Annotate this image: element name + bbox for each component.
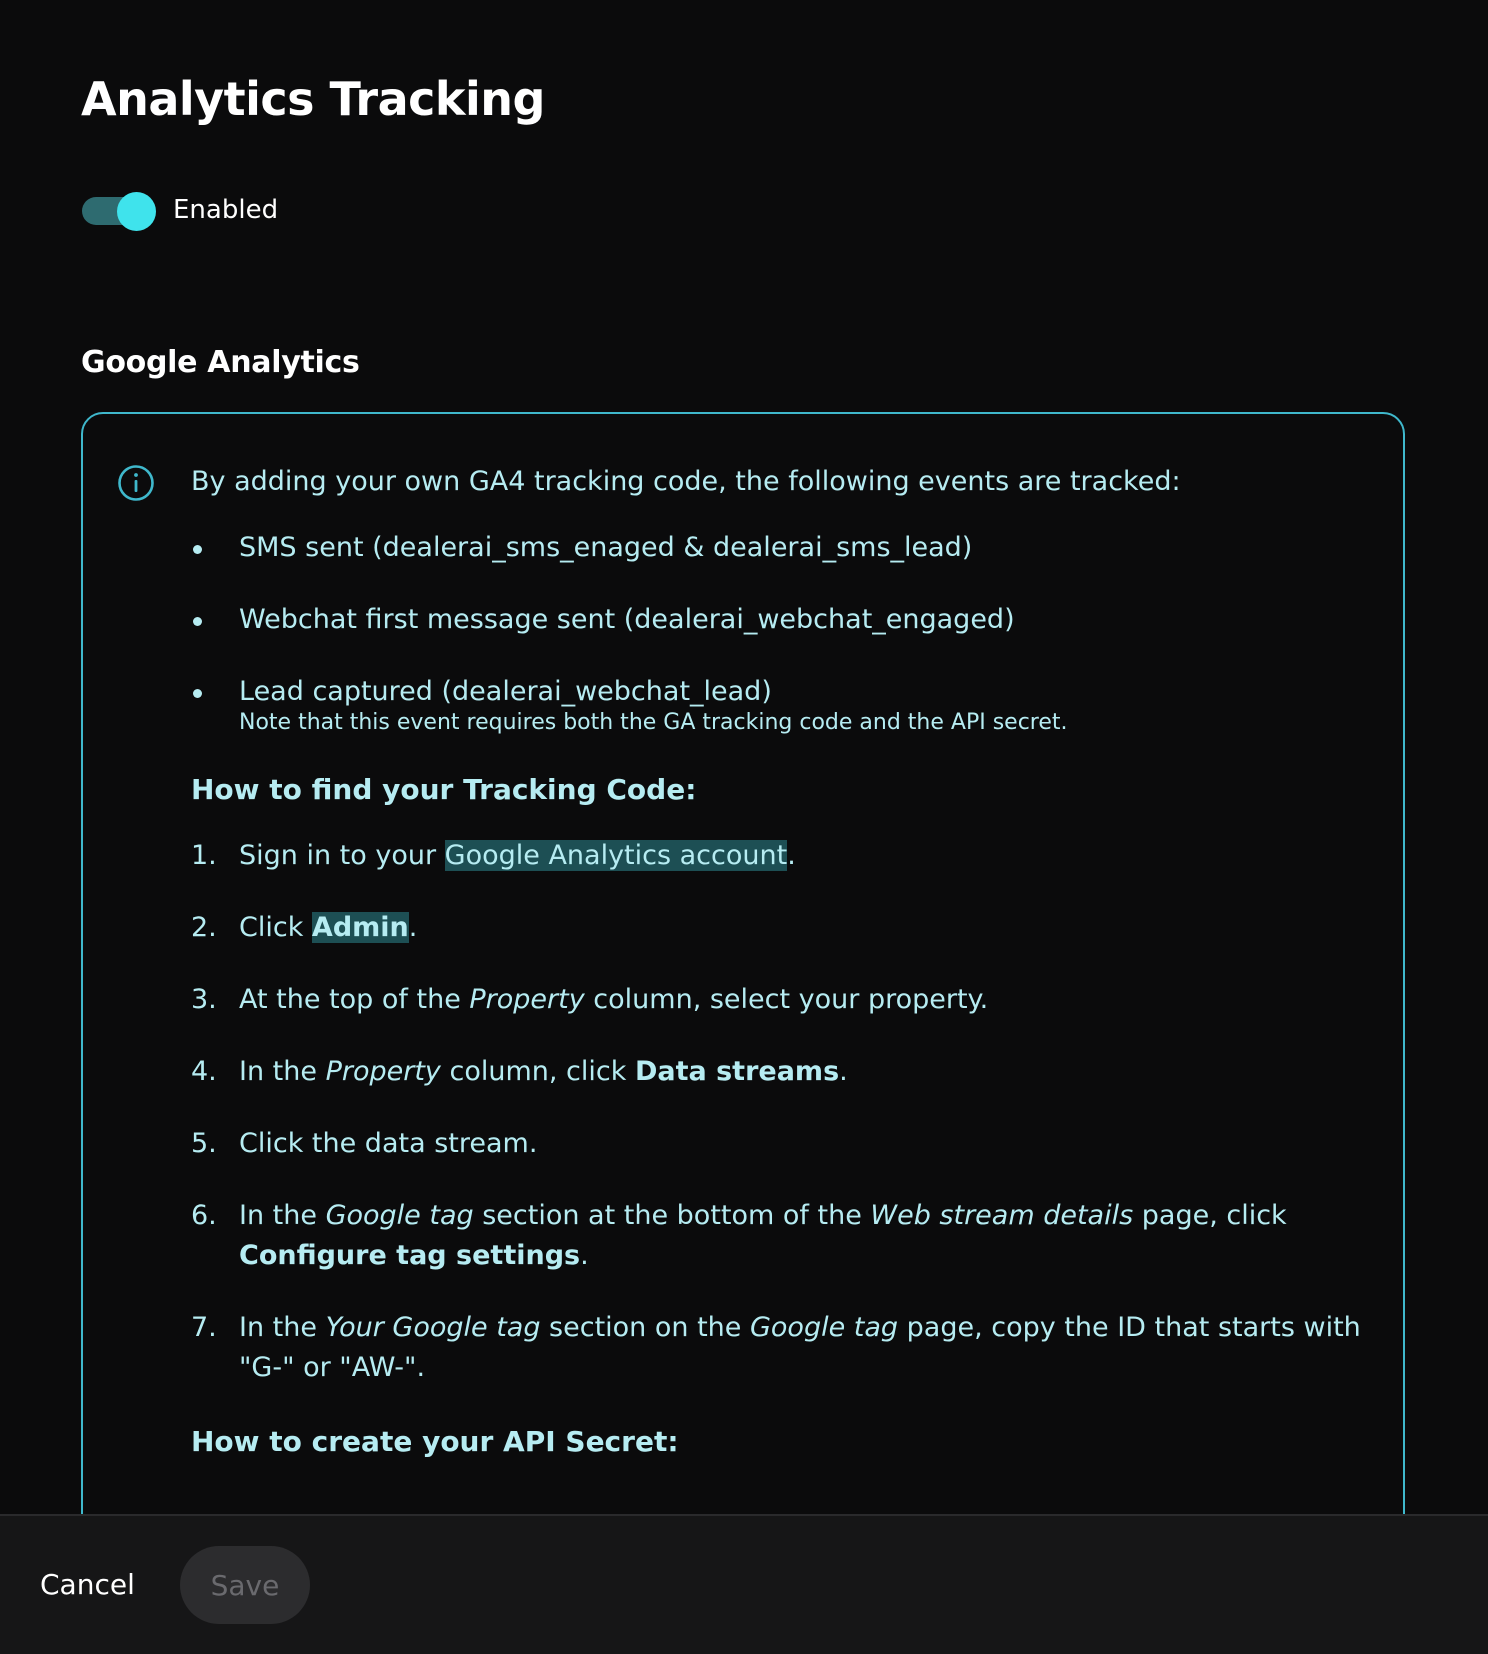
step-text: In the xyxy=(239,1200,326,1231)
step-text: In the xyxy=(239,1312,326,1343)
toggle-thumb xyxy=(117,192,156,231)
step-text: section on the xyxy=(540,1312,750,1343)
step-emphasis: Your Google tag xyxy=(325,1312,541,1343)
ga-intro-text: By adding your own GA4 tracking code, the following events are tracked: xyxy=(191,466,1181,497)
info-icon xyxy=(117,464,155,502)
step-number: 1. xyxy=(191,840,217,871)
step-text: Sign in to your xyxy=(239,840,445,871)
step-emphasis: Property xyxy=(469,984,585,1015)
list-item xyxy=(191,600,1381,640)
step-text: Click xyxy=(239,912,312,943)
ga-info-box xyxy=(81,412,1405,1654)
google-analytics-account-link[interactable]: Google Analytics account xyxy=(444,840,788,871)
step-number: 6. xyxy=(191,1200,217,1231)
enabled-toggle-row xyxy=(82,192,278,228)
step-number: 2. xyxy=(191,912,217,943)
step-item xyxy=(191,980,1381,1020)
step-text: page, click xyxy=(1133,1200,1287,1231)
step-text: . xyxy=(580,1240,589,1271)
list-item xyxy=(191,528,1381,568)
step-emphasis: Google tag xyxy=(325,1200,474,1231)
action-footer xyxy=(0,1514,1488,1654)
step-text: . xyxy=(787,840,796,871)
step-text: . xyxy=(408,912,418,943)
step-text: section at the bottom of the xyxy=(473,1200,871,1231)
section-title-google-analytics: Google Analytics xyxy=(81,345,360,380)
step-number: 7. xyxy=(191,1312,217,1343)
step-strong: Configure tag settings xyxy=(239,1240,581,1271)
step-text: At the top of the xyxy=(239,984,470,1015)
step-item xyxy=(191,908,1381,948)
tracked-events-list xyxy=(191,528,1381,736)
step-emphasis: Web stream details xyxy=(870,1200,1134,1231)
event-note: Note that this event requires both the GA tracking code and the API secret. xyxy=(239,710,1068,735)
step-text: column, select your property. xyxy=(584,984,989,1015)
step-number: 3. xyxy=(191,984,217,1015)
step-text: page, copy the ID that starts with "G-" or "AW-". xyxy=(239,1312,1361,1383)
cancel-button[interactable]: Cancel xyxy=(40,1556,135,1612)
step-text: In the xyxy=(239,1056,326,1087)
ga-info-content xyxy=(191,462,1381,1462)
tracking-code-heading: How to find your Tracking Code: xyxy=(191,773,697,806)
step-item xyxy=(191,836,1381,876)
enabled-toggle[interactable] xyxy=(82,192,156,228)
step-text: . xyxy=(839,1056,848,1087)
step-item xyxy=(191,1308,1381,1388)
event-text: Webchat first message sent (dealerai_webchat_engaged) xyxy=(239,604,1015,635)
step-item xyxy=(191,1124,1381,1164)
event-text: SMS sent (dealerai_sms_enaged & dealerai_sms_lead) xyxy=(239,532,973,563)
save-button[interactable]: Save xyxy=(180,1546,310,1624)
step-text: column, click xyxy=(440,1056,635,1087)
step-strong: Data streams xyxy=(634,1056,840,1087)
admin-link[interactable]: Admin xyxy=(311,912,409,943)
api-secret-heading: How to create your API Secret: xyxy=(191,1425,679,1458)
step-number: 4. xyxy=(191,1056,217,1087)
list-item xyxy=(191,672,1381,736)
toggle-label: Enabled xyxy=(173,195,279,225)
step-text: Click the data stream. xyxy=(239,1128,538,1159)
step-emphasis: Property xyxy=(325,1056,441,1087)
step-emphasis: Google tag xyxy=(749,1312,899,1343)
page-title: Analytics Tracking xyxy=(81,72,545,126)
step-item xyxy=(191,1196,1381,1276)
event-text: Lead captured (dealerai_webchat_lead) xyxy=(239,676,772,707)
step-item xyxy=(191,1052,1381,1092)
step-number: 5. xyxy=(191,1128,217,1159)
tracking-steps-list xyxy=(191,836,1381,1388)
